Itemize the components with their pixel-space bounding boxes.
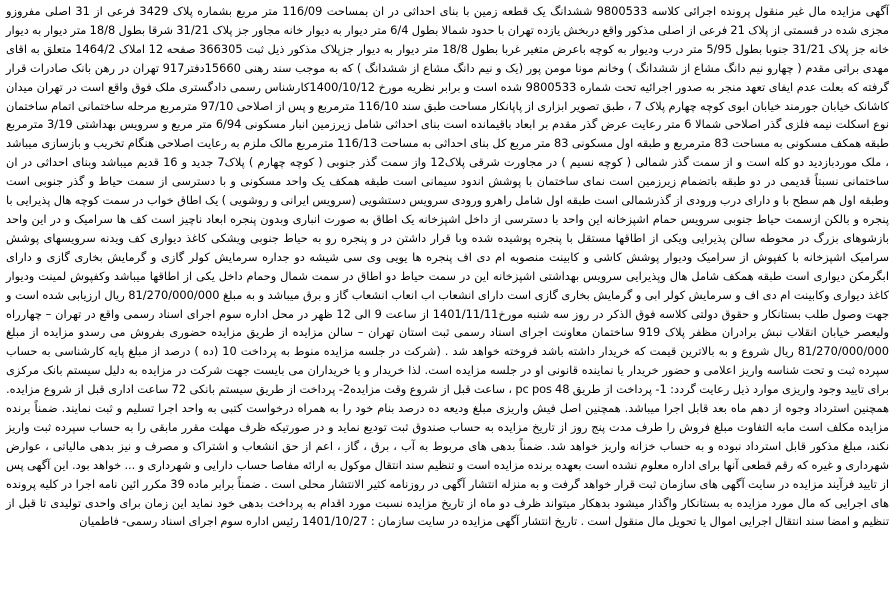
auction-notice-body: آگهی مزایده مال غیر منقول پرونده اجرائی کلاسه 9800533 ششدانگ یک قطعه زمین با بنای احداثی در ان بمساحت 116/09 متر مربع بشماره پلاک 3429 فرعی از 31 اصلی مفروزو مجزی شده در قسمتی از پلاک 21 فرعی از اصلی مذکور واقع دربخش یازده تهران با حدود شمالا بطول 6/4 متر دیوار به دیوار خانه مجاور جز پلاک 31/21 شرقا بطول 18/8 متر دیوار به دیوار خانه جز پلاک 31/21 جنوبا بطول 5/95 متر درب ودیوار به کوچه باعرض متغیر غربا بطول 18/8 متر دیوار به دیوار جزپلاک مذکور ذیل ثبت 366305 صفحه 12 املاک 1464/2 متعلق به اقای مهدی براتی مقدم ( چهارو نیم دانگ مشاع از ششدانگ ) وخانم مونا مومن پور (یک و نیم دانگ مشاع از ششدانگ ) که به موجب سند رهنی 15660دفتر917 تهران در رهن بانک صادرات قرار گرفته که بعلت عدم ایفای تعهد منجر به صدور اجرائیه تحت شماره 9800533 شده است و برابر نظریه مورخ 1400/10/12کارشناس رسمی دادگستری ملک فوق واقع است در تهران میدان کاشانک خیابان جورمند خیابان ابوی کوچه چهارم پلاک 7 ، طبق تصویر ابزاری از پاپانکار مساحت طبق سند 116/10 مترمربع و پس از اصلاحی 97/10 مترمربع مرحله ساختمانی اتمام ساختمان نوع اسکلت نیمه فلزی گذر اصلاحی شمالا 6 متر رعایت عرض گذر مقدم بر ابعاد باقیمانده است بنای احداثی شامل زیرزمین انبار مسکونی 6/94 متر مربع و سرویس بهداشتی 3/19 مترمربع طبقه همکف مسکونی به مساحت 83 مترمربع و طبقه اول مسکونی 83 متر مربع کل بنای احداثی به مساحت 116/13 مترمربع مالک ملزم به رعایت اصلاحی هنگام تخریب و بازسازی میباشد ، ملک موردبازدید دو کله است و از سمت گذر شمالی ( کوچه نسیم ) در مجاورت شرقی پلاک12 واز سمت گذر جنوبی ( کوچه چهارم ) پلاک7 جدید و 16 قدیم میباشد وبنای احداثی در ان ساختمانی نسبتاً قدیمی در دو طبقه باتضمام زیرزمین است نمای ساختمان با پوشش اندود سیمانی است طبقه همکف یک واحد مسکونی و با دسترسی از سمت حیاط و گذر جنوبی است وطبقه اول هم سطح با و دارای درب ورودی از گذرشمالی است طبقه اول شامل راهرو ورودی سرویس دستشویی (سرویس ایرانی و روشویی ) یک اطاق خواب در سمت کوچه هال پذیرایی با پنجره و بالکن ازسمت حیاط جنوبی سرویس حمام اشپزخانه این واحد با دسترسی از داخل اشپزخانه یک اطاق به صورت انباری وبدون پنجره ابعاد ناچیز است کف ها سرامیک و در این واحد بازشوهای بزرگ در محوطه سالن پذیرایی ویکی از اطاقها مستقل با پنجره پوشیده شده وبا قرار داشتن در و پنجره رو به حیاط جنوبی ویشکی کاغذ دیواری کف ویدنه سرویسهای پوشش سرامیک اشپزخانه با کفپوش از سرامیک ودیوار پوشش کاشی و کابینت منصوبه ام دی اف پنجره ها یویی وی سی شیشه دو جداره سرمایش کولر گازی و گرمایش بخاری گازی و دارای ابگرمکن دیواری است طبقه همکف شامل هال وپذیرایی سرویس بهداشتی اشپزخانه این در سمت حیاط دو اطاق در سمت شمال وحمام داخل یکی از اطاقها میباشد وکفپوش لمینت ودیوار کاغذ دیواری وکابینت ام دی اف و سرمایش کولر ابی و گرمایش بخاری گازی است دارای انشعاب اب انعاب انشعاب گاز و برق میباشد و به مبلغ 81/270/000/000 ریال ارزیابی شده است و جهت وصول طلب بستانکار و حقوق دولتی کلاسه فوق الذکر در روز سه شنبه مورخ1401/11/11 از ساعت 9 الی 12 ظهر در محل اداره سوم اجرای اسناد رسمی واقع در تهران – چهارراه ولیعصر خیابان انقلاب نبش برادران مظفر پلاک 919 ساختمان معاونت اجرای اسناد رسمی ثبت استان تهران – سالن مزایده از طریق مزایده حضوری بفروش می رسدو مزایده از مبلغ 81/270/000/000 ریال شروع و به بالاترین قیمت که خریدار داشته باشد فروخته خواهد شد . (شرکت در جلسه مزایده منوط به پرداخت 10 (ده ) درصد از مبلغ پایه کارشناسی به حساب سپرده ثبت و تحت شناسه واریز اعلامی و حضور خریدار یا نماینده قانونی او در جلسه مزایده است. لذا خریدار و یا خریداران می بایست جهت شرکت در مزایده به دلیل سیستم بانک مرکزی برای تایید وجود واریزی موارد ذیل رعایت گردد: 1- پرداخت از طریق pc pos 48 ، ساعت قبل از شروع وقت مزایده2- پرداخت از طریق سیستم بانکی 72 ساعت اداری قبل از شروع مزایده. همچنین استرداد وجوه از دهم ماه بعد قابل اجرا میباشد. همچنین اصل فیش واریزی مبلغ ودیعه ده درصد بنام خود را به همراه درخواست کتبی به واحد اجرا تسلیم و ثبت نمایند. ضمناً برنده مزایده مکلف است مابه التفاوت مبلغ فروش را طرف مدت پنج روز از تاریخ مزایده به حساب صندوق ثبت تودیع نماید و در صورتیکه ظرف مهلت مقرر مابقی را به حساب سپرده ثبت واریز نکند، مبلغ مذکور قابل استرداد نبوده و به حساب خزانه واریز خواهد شد. ضمناً بدهی های مربوط به آب ، برق ، گاز ، اعم از حق انشعاب و اشتراک و مصرف و نیز بدهی مالیاتی ، عوارض شهرداری و غیره که رقم قطعی آنها برای اداره معلوم نشده است بعهده برنده مزایده است و تنظیم سند انتقال موکول به ارائه مفاصا حساب دارایی و شهرداری و ... خواهد بود. این آگهی پس از تایید فرآیند مزایده در سایت آگهی های سازمان ثبت قرار خواهد گرفت و به منزله انتشار آگهی در روزنامه کثیر الانتشار محلی است . ضمناً برابر ماده 39 مکرر ائین نامه اجرا در کلیه پرونده های اجرایی که مال مورد مزایده به بستانکار واگذار میشود بدهکار میتواند ظرف دو ماه از تاریخ مزایده نسبت مورد اقدام به پرداخت بدهی خود نماید این زمان برای واحدی تولیدی تا قبل از تنظیم و امضا سند انتقال اجرایی اموال یا تحویل مال منقول است . تاریخ انتشار آگهی مزایده در سایت سازمان : 1401/10/27 رئیس اداره سوم اجرای اسناد رسمی- فاطمیان — [6, 4, 889, 529]
